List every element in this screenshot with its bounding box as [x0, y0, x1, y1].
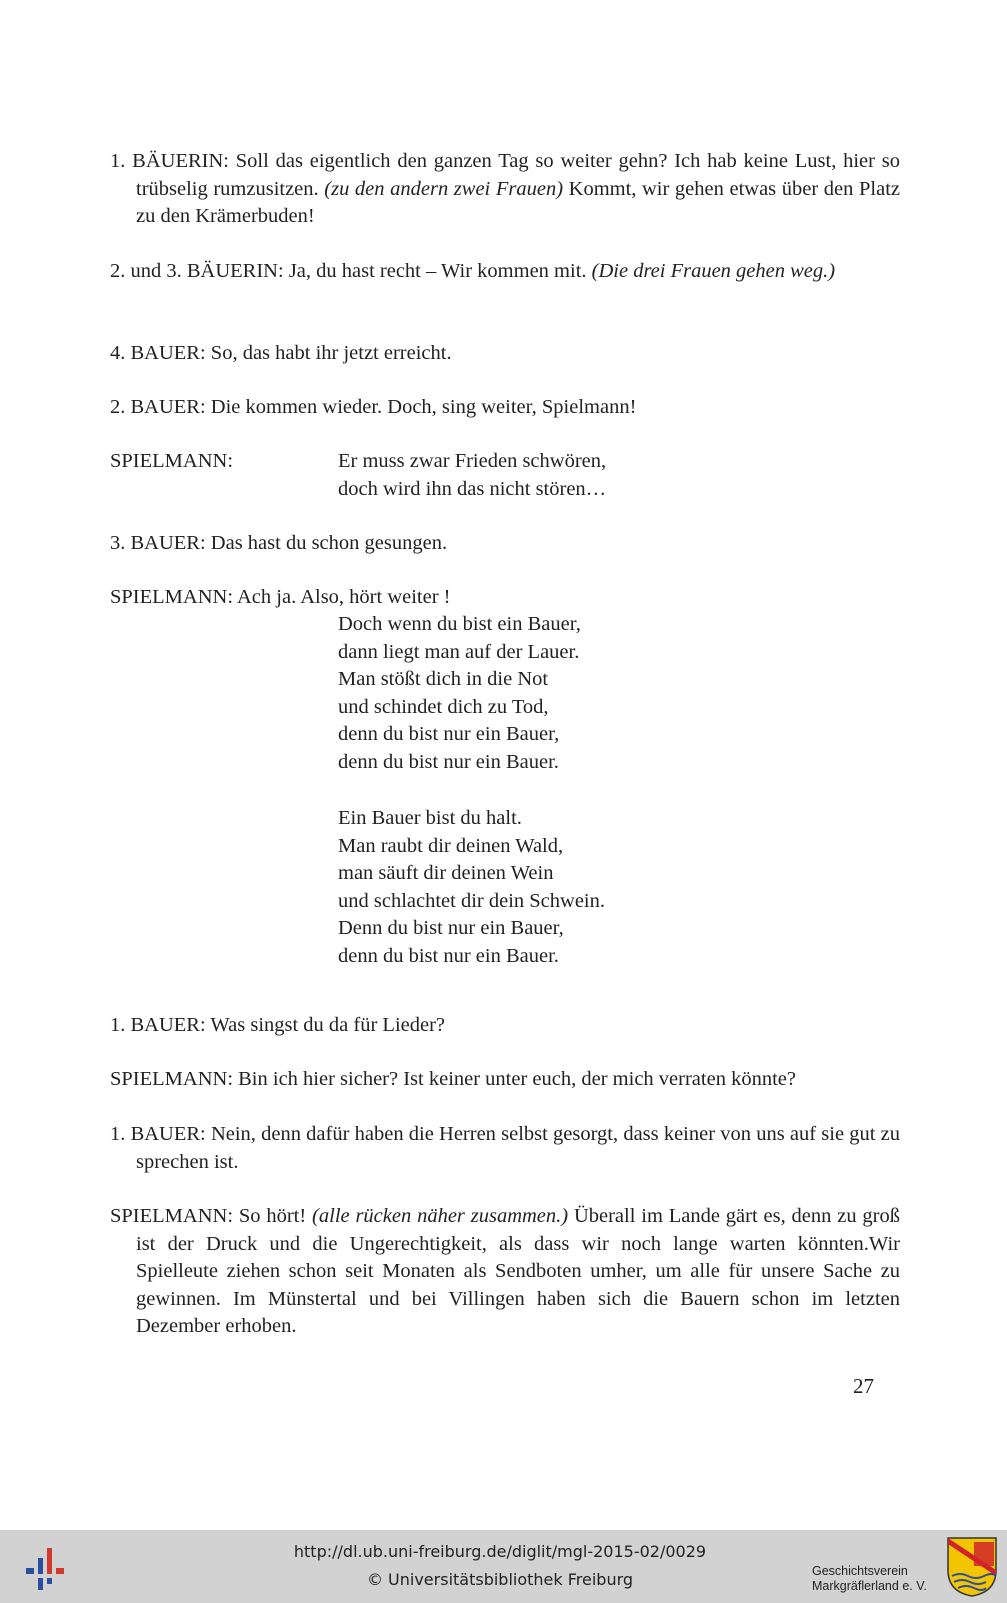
song-lines: Er muss zwar Frieden schwören, doch wird ihn das nicht stören… — [338, 450, 607, 500]
song-stanza: Doch wenn du bist ein Bauer, dann liegt man auf der Lauer. Man stößt dich in die Not und schindet dich zu Tod, denn du bist nur ein Bauer, denn du bist nur ein Bauer. — [338, 613, 581, 773]
dialogue-line: SPIELMANN: Ach ja. Also, hört weiter ! — [110, 586, 451, 608]
society-name: Geschichtsverein Markgräflerland e. V. — [812, 1564, 927, 1593]
dialogue-line: 2. BAUER: Die kommen wieder. Doch, sing weiter, Spielmann! — [110, 396, 637, 418]
song-stanza: Ein Bauer bist du halt. Man raubt dir deinen Wald, man säuft dir deinen Wein und schlachtet dir dein Schwein. Denn du bist nur ein Bauer, denn du bist nur ein Bauer. — [338, 807, 606, 967]
speaker-label: SPIELMANN: — [110, 450, 234, 472]
stage-direction: (zu den andern zwei Frauen) — [324, 177, 564, 200]
stage-direction: (alle rücken näher zusammen.) — [312, 1205, 569, 1227]
dialogue-block: 1. BAUER: Nein, denn dafür haben die Herren selbst gesorgt, dass keiner von uns auf sie gut zu sprechen ist. — [110, 1123, 900, 1173]
dialogue-block: 2. und 3. BÄUERIN: Ja, du hast recht – Wir kommen mit. (Die drei Frauen gehen weg.) — [110, 260, 836, 282]
footer-copyright: © Universitätsbibliothek Freiburg — [366, 1570, 634, 1589]
footer-url[interactable]: http://dl.ub.uni-freiburg.de/diglit/mgl-2015-02/0029 — [293, 1542, 707, 1561]
speaker-label: 2. und 3. BÄUERIN: — [110, 260, 284, 282]
dialogue-block: 1. BÄUERIN: Soll das eigentlich den ganzen Tag so weiter gehn? Ich hab keine Lust, hier so trübselig rumzusitzen. (zu den andern zwei Frauen) Kommt, wir gehen etwas über den Platz zu den Krämerbuden! — [110, 150, 900, 227]
stage-direction: (Die drei Frauen gehen weg.) — [591, 260, 836, 282]
speaker-label: 1. BÄUERIN: — [110, 150, 229, 172]
dialogue-line: SPIELMANN: Bin ich hier sicher? Ist keiner unter euch, der mich verraten könnte? — [110, 1068, 796, 1090]
ub-freiburg-logo-icon — [22, 1544, 68, 1592]
page-number: 27 — [853, 1374, 874, 1398]
coat-of-arms-icon — [946, 1536, 998, 1598]
dialogue-line: 1. BAUER: Was singst du da für Lieder? — [110, 1014, 446, 1036]
footer-bar — [0, 1530, 1007, 1603]
dialogue-line: 4. BAUER: So, das habt ihr jetzt erreicht. — [110, 342, 452, 364]
speaker-label: SPIELMANN: — [110, 1205, 234, 1227]
dialogue-line: 3. BAUER: Das hast du schon gesungen. — [110, 532, 448, 554]
dialogue-block: SPIELMANN: So hört! (alle rücken näher zusammen.) Überall im Lande gärt es, denn zu groß ist der Druck und die Ungerechtigkeit, als dass wir noch lange warten könnten.Wir Spielleute ziehen schon seit Monaten als Sendboten umher, um alle für unsere Sache zu gewinnen. Im Münstertal und bei Villingen haben sich die Bauern schon im letzten Dezember erhoben. — [110, 1205, 901, 1337]
